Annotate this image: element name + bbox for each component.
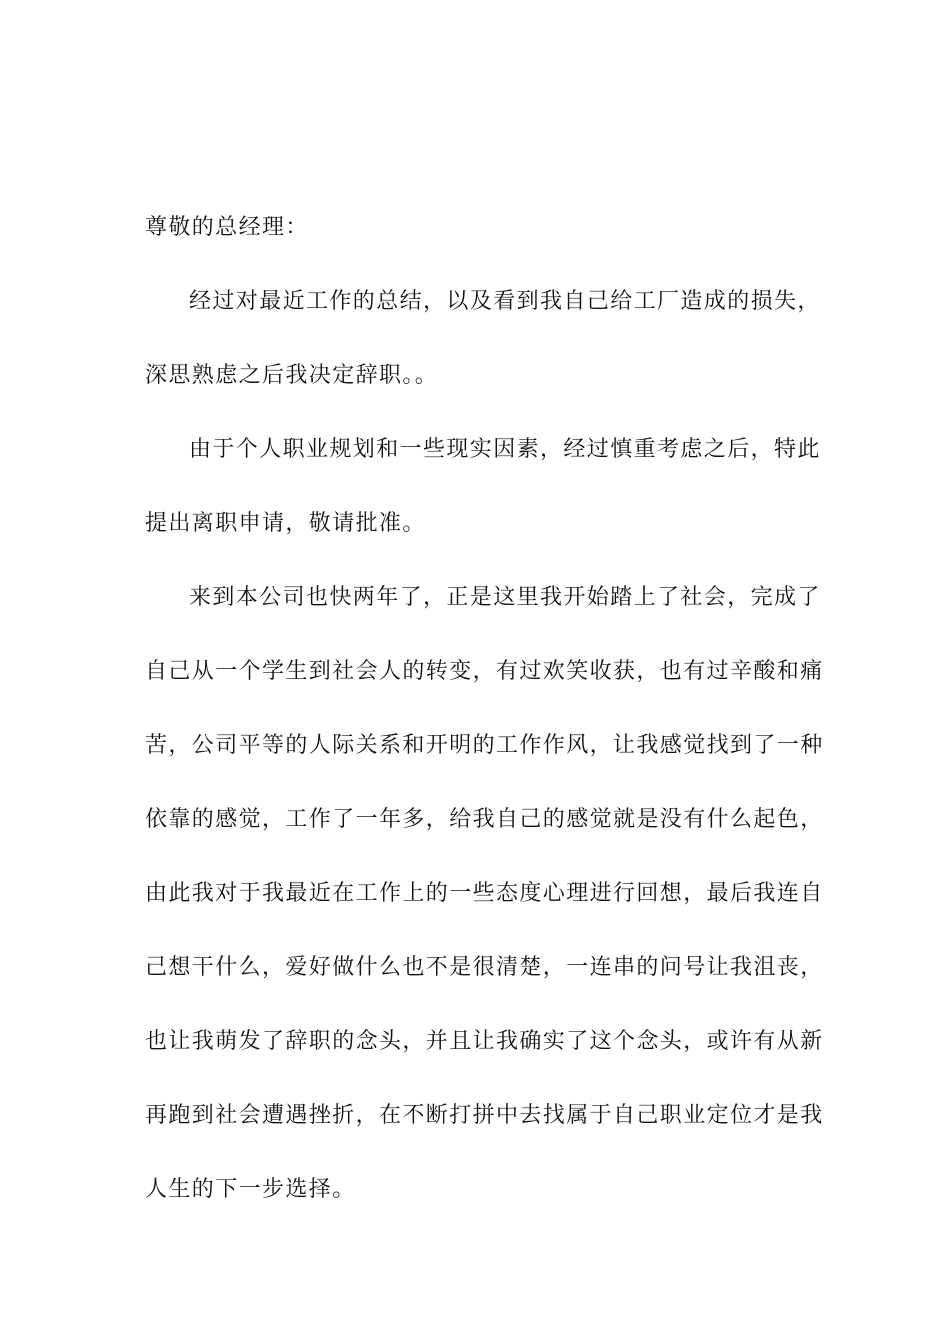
paragraph-3-line-1: 来到本公司也快两年了，正是这里我开始踏上了社会，完成了 [189,585,821,610]
paragraph-3-line-8: 再跑到社会遭遇挫折，在不断打拼中去找属于自己职业定位才是我 [145,1103,824,1128]
paragraph-3-line-3: 苦，公司平等的人际关系和开明的工作作风，让我感觉找到了一种 [145,733,824,758]
paragraph-3-line-2: 自己从一个学生到社会人的转变，有过欢笑收获，也有过辛酸和痛 [145,659,824,684]
paragraph-2-line-2: 提出离职申请，敬请批准。 [145,511,426,536]
paragraph-3-line-5: 由此我对于我最近在工作上的一些态度心理进行回想，最后我连自 [145,881,824,906]
paragraph-1-line-1: 经过对最近工作的总结，以及看到我自己给工厂造成的损失， [189,289,821,314]
salutation: 尊敬的总经理： [145,215,309,240]
paragraph-3-line-7: 也让我萌发了辞职的念头，并且让我确实了这个念头，或许有从新 [145,1029,824,1054]
paragraph-3-line-6: 己想干什么，爱好做什么也不是很清楚，一连串的问号让我沮丧， [145,955,824,980]
paragraph-3-line-4: 依靠的感觉，工作了一年多，给我自己的感觉就是没有什么起色， [145,807,824,832]
paragraph-1-line-2: 深思熟虑之后我决定辞职。。 [145,363,439,388]
paragraph-3-line-9: 人生的下一步选择。 [145,1177,356,1202]
paragraph-2-line-1: 由于个人职业规划和一些现实因素，经过慎重考虑之后，特此 [189,437,821,462]
